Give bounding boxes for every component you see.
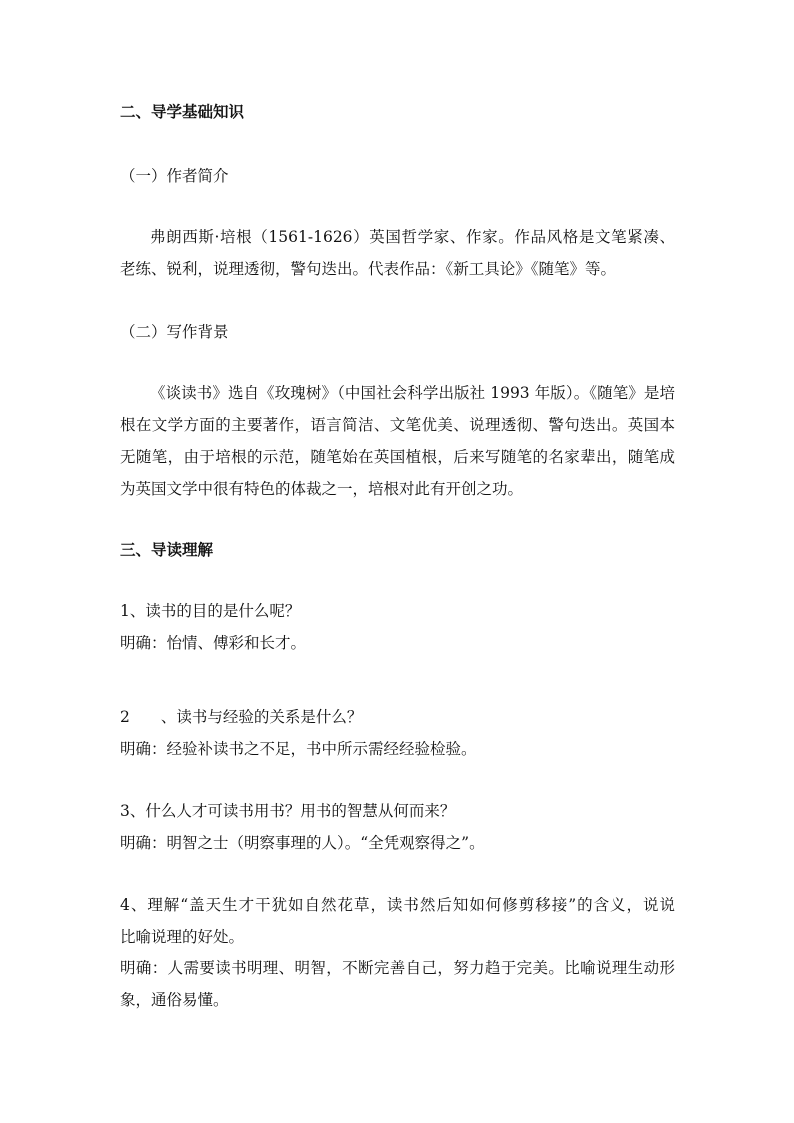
question-4-line-1: 4、理解“盖天生才干犹如自然花草，读书然后知如何修剪移接”的含义，说说 bbox=[120, 896, 675, 914]
answer-3: 明确：明智之士（明察事理的人）。“全凭观察得之”。 bbox=[120, 834, 485, 852]
author-intro-line-2: 老练、锐利，说理透彻，警句迭出。代表作品：《新工具论》《随笔》等。 bbox=[120, 260, 617, 278]
answer-4-line-1: 明确：人需要读书明理、明智，不断完善自己，努力趋于完美。比喻说理生动形 bbox=[120, 959, 675, 977]
section-heading-guide-basics: 二、导学基础知识 bbox=[120, 102, 245, 121]
answer-4-line-2: 象，通俗易懂。 bbox=[120, 991, 229, 1009]
subsection-heading-author: （一）作者简介 bbox=[120, 167, 229, 185]
answer-2: 明确：经验补读书之不足，书中所示需经经验检验。 bbox=[120, 740, 477, 758]
question-2: 2 、读书与经验的关系是什么？ bbox=[120, 708, 363, 726]
answer-1: 明确：怡情、傅彩和长才。 bbox=[120, 634, 307, 652]
background-line-1: 《谈读书》选自《玫瑰树》（中国社会科学出版社 1993 年版）。《随笔》是培 bbox=[150, 384, 675, 402]
question-3: 3、什么人才可读书用书？用书的智慧从何而来？ bbox=[120, 802, 456, 820]
subsection-heading-background: （二）写作背景 bbox=[120, 323, 229, 341]
background-line-2: 根在文学方面的主要著作，语言简洁、文笔优美、说理透彻、警句迭出。英国本 bbox=[120, 416, 675, 434]
background-line-3: 无随笔，由于培根的示范，随笔始在英国植根，后来写随笔的名家辈出，随笔成 bbox=[120, 448, 675, 466]
author-intro-line-1: 弗朗西斯·培根（1561-1626）英国哲学家、作家。作品风格是文笔紧凑、 bbox=[150, 228, 675, 246]
question-1: 1、读书的目的是什么呢？ bbox=[120, 602, 301, 620]
section-heading-reading-comprehension: 三、导读理解 bbox=[120, 540, 214, 559]
question-4-line-2: 比喻说理的好处。 bbox=[120, 928, 245, 946]
background-line-4: 为英国文学中很有特色的体裁之一，培根对此有开创之功。 bbox=[120, 480, 524, 498]
